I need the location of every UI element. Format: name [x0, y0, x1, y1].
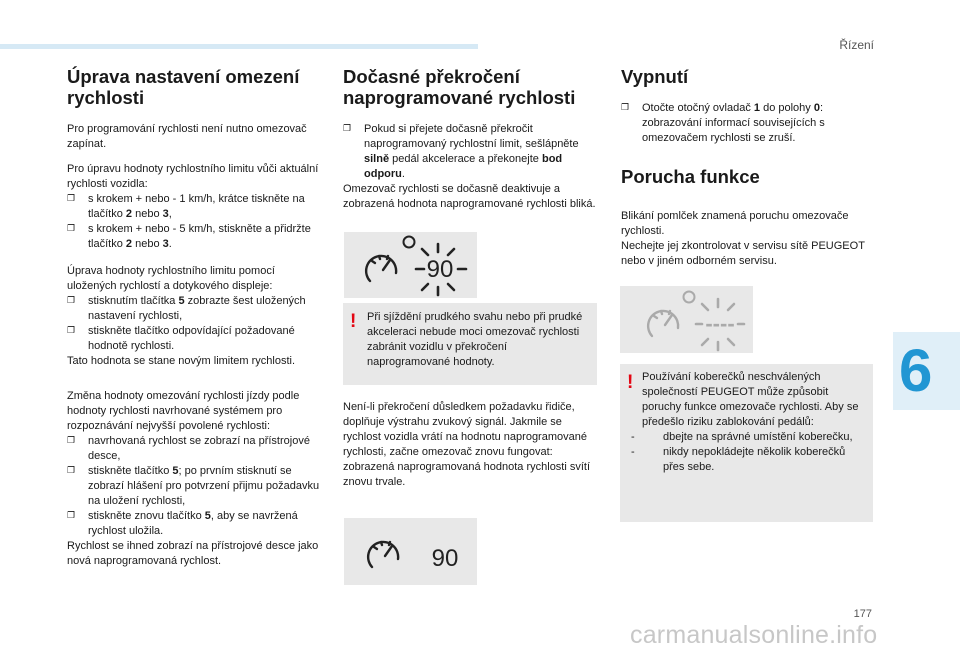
- column-speed-limit-adjust: [67, 66, 325, 569]
- list-item: - nikdy nepokládejte několik koberečků přes sebe.: [631, 446, 846, 473]
- list-item: ❐ s krokem + nebo - 5 km/h, stiskněte a přidržte tlačítko 2 nebo 3.: [67, 223, 311, 250]
- warning-box-floor-mats: [620, 364, 873, 522]
- svg-text:90: 90: [426, 256, 454, 283]
- list-item: ❐ stiskněte tlačítko odpovídající požadované hodnotě rychlosti.: [67, 325, 295, 352]
- speedometer-icon: [344, 518, 477, 585]
- heading-fault: Porucha funkce: [621, 166, 760, 187]
- bullet-icon: ❐: [67, 436, 76, 446]
- paragraph: Není-li překročení důsledkem požadavku řidiče, doplňuje výstrahu zvukový signál. Jakmile se rychlost vozidla vrátí na hodnotu naprogramované rychlosti, začne omezovač znovu fungovat: zobrazená naprogramovaná hodnota rychlosti svítí znovu trvale.: [343, 401, 591, 488]
- paragraph: Změna hodnoty omezování rychlosti jízdy podle hodnoty rychlosti navrhované systémem pro rozpoznávání nejvyšší povolené rychlosti:: [67, 390, 300, 432]
- warning-icon: !: [627, 372, 634, 393]
- bullet-icon: ❐: [67, 194, 76, 204]
- paragraph-override-return: [343, 400, 601, 490]
- speedometer-icon: [344, 232, 477, 298]
- gauge-display-steady: [344, 518, 477, 585]
- speedometer-icon: [620, 286, 753, 353]
- watermark: carmanualsonline.info: [630, 621, 878, 649]
- column-temporary-override: [343, 66, 605, 212]
- dash-icon: -: [631, 431, 635, 443]
- bullet-icon: ❐: [67, 511, 76, 521]
- list-item: ❐ Pokud si přejete dočasně překročit naprogramovaný rychlostní limit, sešlápněte silně pedál akcelerace a překonejte bod odporu.: [343, 123, 579, 180]
- heading-adjust: Úprava nastavení omezení rychlosti: [67, 66, 300, 108]
- list-item: ❐ stisknutím tlačítka 5 zobrazte šest uložených nastavení rychlosti,: [67, 295, 306, 322]
- warning-icon: !: [350, 311, 357, 332]
- section-title: Řízení: [839, 38, 874, 52]
- bullet-icon: ❐: [67, 224, 76, 234]
- warning-text: Při sjíždění prudkého svahu nebo při prudké akceleraci nebude moci omezovač rychlosti zabránit vozidlu v překročení naprogramované hodnoty.: [367, 311, 583, 368]
- bullet-icon: ❐: [67, 466, 76, 476]
- chapter-tab: [893, 332, 960, 410]
- list-item: ❐ stiskněte tlačítko 5; po prvním stisknutí se zobrazí hlášení pro potvrzení přijmu požadavku na uložení rychlosti,: [67, 465, 320, 507]
- paragraph: Pro úpravu hodnoty rychlostního limitu vůči aktuální rychlosti vozidla:: [67, 163, 319, 190]
- bullet-icon: ❐: [621, 103, 630, 113]
- heading-switch-off: Vypnutí: [621, 66, 689, 87]
- warning-content: [631, 370, 865, 475]
- paragraph: Blikání pomlček znamená poruchu omezovače rychlosti.: [621, 210, 849, 237]
- gauge-display-fault: [620, 286, 753, 353]
- chapter-number: 6: [899, 337, 933, 404]
- gauge-display-blinking: [344, 232, 477, 298]
- column-switch-off: [621, 66, 879, 269]
- paragraph: Rychlost se ihned zobrazí na přístrojové desce jako nová naprogramovaná rychlost.: [67, 540, 319, 567]
- list-item: ❐ Otočte otočný ovladač 1 do polohy 0: zobrazování informací souvisejících s omezovačem rychlosti se zruší.: [621, 102, 825, 144]
- bullet-icon: ❐: [67, 326, 76, 336]
- paragraph: Nechejte jej zkontrolovat v servisu sítě PEUGEOT nebo v jiném odborném servisu.: [621, 240, 865, 267]
- paragraph: Omezovač rychlosti se dočasně deaktivuje a zobrazená hodnota naprogramované rychlosti bliká.: [343, 183, 596, 210]
- list-item: ❐ stiskněte znovu tlačítko 5, aby se navržená rychlost uložila.: [67, 510, 298, 537]
- dash-icon: -: [631, 446, 635, 458]
- list-item: ❐ s krokem + nebo - 1 km/h, krátce tiskněte na tlačítko 2 nebo 3,: [67, 193, 305, 220]
- warning-box-descent: [343, 303, 597, 385]
- svg-text:----: ----: [705, 311, 735, 336]
- list-item: ❐ navrhovaná rychlost se zobrazí na přístrojové desce,: [67, 435, 310, 462]
- paragraph: Tato hodnota se stane novým limitem rychlosti.: [67, 355, 296, 367]
- svg-text:90: 90: [431, 545, 459, 572]
- paragraph: Pro programování rychlosti není nutno omezovač zapínat.: [67, 123, 307, 150]
- bullet-icon: ❐: [67, 296, 76, 306]
- paragraph: Úprava hodnoty rychlostního limitu pomocí uložených rychlostí a dotykového displeje:: [67, 265, 275, 292]
- bullet-icon: ❐: [343, 124, 352, 134]
- warning-text: Používání koberečků neschválených společností PEUGEOT může způsobit poruchy funkce omezovače rychlosti. Aby se předešlo riziku zablokování pedálů:: [642, 371, 859, 428]
- heading-override: Dočasné překročení naprogramované rychlosti: [343, 66, 576, 108]
- page-number: 177: [853, 608, 872, 620]
- header-bar: [0, 44, 478, 49]
- list-item: - dbejte na správné umístění koberečku,: [631, 431, 853, 443]
